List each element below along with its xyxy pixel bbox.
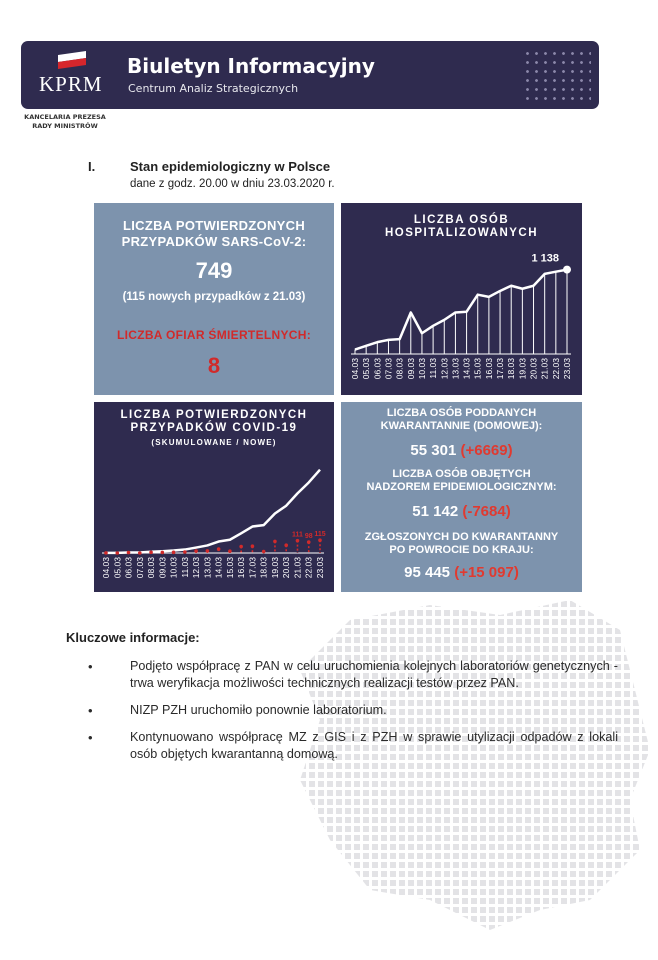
x-tick-label: 09.03 [405, 358, 416, 380]
kprm-logo [21, 41, 131, 109]
quarantine-change: (+6669) [460, 442, 513, 459]
x-tick-label: 18.03 [258, 557, 269, 579]
x-tick-label: 16.03 [483, 358, 494, 380]
cumulative-chart-panel [94, 402, 334, 592]
new-cases-point [194, 549, 198, 553]
section-number: I. [88, 159, 96, 174]
quarantine-panel [341, 402, 582, 592]
x-tick-label: 04.03 [350, 358, 360, 380]
x-tick-label: 09.03 [157, 557, 168, 579]
confirmed-label: LICZBA POTWIERDZONYCH PRZYPADKÓW SARS-CoV-2: [121, 218, 307, 249]
x-tick-label: 21.03 [292, 557, 303, 579]
polish-flag-icon [58, 51, 86, 69]
x-tick-label: 10.03 [168, 557, 179, 579]
x-tick-label: 06.03 [372, 358, 383, 380]
bullet-icon: • [88, 659, 93, 674]
bulletin-header [21, 41, 599, 109]
x-tick-label: 16.03 [236, 557, 247, 579]
x-tick-label: 13.03 [450, 358, 461, 380]
new-cases-point [149, 551, 153, 555]
new-cases-point [262, 550, 266, 554]
quarantine-value: 55 301 (+6669) [410, 442, 513, 459]
new-cases-point [239, 545, 243, 549]
x-tick-label: 05.03 [112, 557, 123, 579]
section-subtitle: dane z godz. 20.00 w dniu 23.03.2020 r. [130, 178, 335, 190]
deaths-value: 8 [207, 353, 221, 378]
x-tick-label: 12.03 [191, 557, 202, 579]
cumulative-chart [94, 402, 334, 592]
logo-text: KPRM [39, 72, 103, 96]
bullet-icon: • [88, 703, 93, 718]
decorative-dot-grid [523, 49, 591, 101]
new-cases-point [217, 547, 221, 551]
data-point [563, 266, 571, 274]
returnees-value: 95 445 (+15 097) [404, 564, 519, 581]
x-tick-label: 05.03 [361, 358, 372, 380]
new-cases-point [161, 551, 165, 555]
data-label: 1 138 [531, 252, 559, 265]
new-cases-point [307, 540, 311, 544]
returnees-label: ZGŁOSZONYCH DO KWARANTANNY PO POWROCIE DO KRAJU: [364, 531, 559, 556]
new-cases-point [172, 551, 176, 555]
new-cases-point [318, 538, 322, 542]
x-tick-label: 11.03 [179, 557, 190, 578]
key-info-list [88, 658, 618, 773]
x-tick-label: 18.03 [506, 358, 517, 380]
data-label: 98 [304, 533, 313, 541]
bulletin-subtitle: Centrum Analiz Strategicznych [128, 82, 299, 95]
x-tick-label: 14.03 [213, 557, 224, 579]
x-tick-label: 20.03 [528, 358, 539, 380]
x-tick-label: 11.03 [428, 358, 439, 379]
data-label: 115 [314, 531, 326, 539]
hospitalized-chart-panel [341, 203, 582, 395]
new-cases-point [127, 551, 131, 555]
list-item: • Kontynuowano współpracę MZ z GIS i z PZH w sprawie utylizacji odpadów z lokali osób objętych kwarantanną domową. [88, 730, 618, 761]
x-tick-label: 08.03 [394, 358, 405, 380]
hospitalized-chart-title: LICZBA OSÓB HOSPITALIZOWANYCH [384, 214, 539, 239]
supervision-change: (-7684) [462, 503, 511, 520]
new-cases-point [138, 551, 142, 555]
x-tick-label: 19.03 [269, 557, 280, 579]
new-cases-point [296, 539, 300, 543]
x-tick-label: 21.03 [539, 358, 550, 380]
x-tick-label: 04.03 [101, 557, 111, 579]
new-cases-point [273, 540, 277, 544]
supervision-label: LICZBA OSÓB OBJĘTYCH NADZOREM EPIDEMIOLOGICZNYM: [366, 468, 557, 493]
new-cases-point [228, 549, 232, 553]
x-tick-label: 06.03 [123, 557, 134, 579]
data-label: 111 [292, 531, 303, 539]
bullet-icon: • [88, 730, 93, 745]
hospitalized-chart [341, 203, 582, 395]
new-cases-note: (115 nowych przypadków z 21.03) [122, 291, 306, 303]
x-tick-label: 13.03 [202, 557, 213, 579]
confirmed-cases-panel [94, 203, 334, 395]
new-cases-point [183, 550, 187, 554]
deaths-label: LICZBA OFIAR ŚMIERTELNYCH: [116, 328, 311, 342]
x-tick-label: 22.03 [303, 557, 314, 579]
bulletin-title: Biuletyn Informacyjny [127, 54, 375, 78]
x-tick-label: 07.03 [383, 358, 394, 380]
chancellery-caption: KANCELARIA PREZESA RADY MINISTRÓW [24, 113, 106, 130]
x-tick-label: 12.03 [439, 358, 450, 380]
x-tick-label: 15.03 [472, 358, 483, 380]
x-tick-label: 17.03 [247, 557, 258, 579]
x-tick-label: 15.03 [224, 557, 235, 579]
returnees-change: (+15 097) [454, 564, 519, 581]
series-line [355, 270, 567, 350]
x-tick-label: 17.03 [495, 358, 506, 380]
supervision-value: 51 142 (-7684) [412, 503, 511, 520]
section-title: Stan epidemiologiczny w Polsce [130, 159, 331, 174]
list-item: • Podjęto współpracę z PAN w celu uruchomienia kolejnych laboratoriów genetycznych - trwa weryfikacja możliwości technicznych realizacji testów przez PAN. [88, 659, 618, 690]
x-tick-label: 22.03 [550, 358, 561, 380]
x-tick-label: 19.03 [517, 358, 528, 380]
key-info-heading: Kluczowe informacje: [66, 630, 200, 645]
new-cases-point [115, 551, 119, 555]
x-tick-label: 23.03 [562, 358, 572, 380]
new-cases-point [206, 549, 210, 553]
x-tick-label: 08.03 [146, 557, 157, 579]
confirmed-value: 749 [195, 258, 233, 283]
new-cases-point [284, 543, 288, 547]
x-tick-label: 23.03 [315, 557, 325, 579]
cumulative-chart-subtitle: (SKUMULOWANE / NOWE) [151, 438, 277, 447]
x-tick-label: 07.03 [134, 557, 145, 579]
x-tick-label: 14.03 [461, 358, 472, 380]
series-line [106, 470, 320, 553]
new-cases-point [251, 544, 255, 548]
x-tick-label: 20.03 [281, 557, 292, 579]
list-item: • NIZP PZH uruchomiło ponownie laboratorium. [88, 703, 387, 718]
x-tick-label: 10.03 [416, 358, 427, 380]
cumulative-chart-title: LICZBA POTWIERDZONYCH PRZYPADKÓW COVID-19 [120, 409, 308, 434]
quarantine-label: LICZBA OSÓB PODDANYCH KWARANTANNIE (DOMOWEJ): [380, 407, 543, 432]
new-cases-point [104, 551, 108, 555]
